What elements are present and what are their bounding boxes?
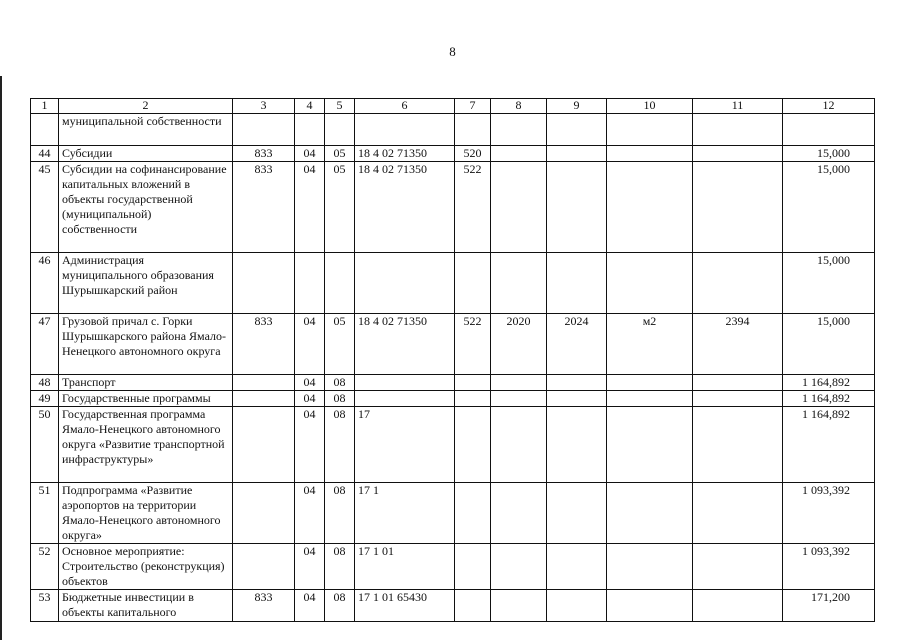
cell-capacity bbox=[693, 407, 783, 483]
cell-expense-type bbox=[455, 375, 491, 391]
cell-section: 04 bbox=[295, 375, 325, 391]
cell-capacity bbox=[693, 162, 783, 253]
cell-expense-type bbox=[455, 253, 491, 314]
cell-ministry-code bbox=[233, 483, 295, 544]
cell-section bbox=[295, 114, 325, 146]
cell-year-start: 2020 bbox=[491, 314, 547, 375]
cell-unit bbox=[607, 391, 693, 407]
cell-unit bbox=[607, 146, 693, 162]
cell-year-end bbox=[547, 146, 607, 162]
table-row bbox=[31, 375, 875, 391]
cell-capacity bbox=[693, 253, 783, 314]
header-cell-5: 5 bbox=[325, 99, 355, 114]
cell-amount: 15,000 bbox=[783, 253, 875, 314]
cell-expense-type bbox=[455, 114, 491, 146]
row-name: муниципальной собственности bbox=[59, 114, 233, 146]
cell-amount: 1 093,392 bbox=[783, 544, 875, 590]
header-cell-7: 7 bbox=[455, 99, 491, 114]
cell-subsection bbox=[325, 253, 355, 314]
row-name: Администрация муниципального образования Шурышкарский район bbox=[59, 253, 233, 314]
cell-target-article bbox=[355, 391, 455, 407]
cell-section bbox=[295, 253, 325, 314]
cell-capacity bbox=[693, 391, 783, 407]
cell-year-start bbox=[491, 114, 547, 146]
cell-expense-type: 522 bbox=[455, 314, 491, 375]
cell-year-start bbox=[491, 162, 547, 253]
cell-section: 04 bbox=[295, 162, 325, 253]
cell-ministry-code bbox=[233, 253, 295, 314]
cell-year-end bbox=[547, 391, 607, 407]
cell-target-article: 17 1 01 bbox=[355, 544, 455, 590]
header-cell-9: 9 bbox=[547, 99, 607, 114]
cell-expense-type bbox=[455, 590, 491, 622]
header-cell-3: 3 bbox=[233, 99, 295, 114]
cell-target-article bbox=[355, 114, 455, 146]
cell-unit bbox=[607, 375, 693, 391]
table-row bbox=[31, 483, 875, 544]
cell-amount: 15,000 bbox=[783, 162, 875, 253]
cell-year-end bbox=[547, 544, 607, 590]
header-cell-2: 2 bbox=[59, 99, 233, 114]
header-cell-12: 12 bbox=[783, 99, 875, 114]
cell-target-article bbox=[355, 253, 455, 314]
table-row bbox=[31, 544, 875, 590]
cell-target-article: 18 4 02 71350 bbox=[355, 162, 455, 253]
cell-year-end bbox=[547, 483, 607, 544]
cell-expense-type bbox=[455, 407, 491, 483]
cell-ministry-code: 833 bbox=[233, 590, 295, 622]
cell-capacity bbox=[693, 146, 783, 162]
cell-section: 04 bbox=[295, 391, 325, 407]
cell-capacity bbox=[693, 590, 783, 622]
row-number: 48 bbox=[31, 375, 59, 391]
cell-amount: 1 164,892 bbox=[783, 407, 875, 483]
header-cell-11: 11 bbox=[693, 99, 783, 114]
cell-expense-type: 520 bbox=[455, 146, 491, 162]
cell-expense-type: 522 bbox=[455, 162, 491, 253]
cell-unit bbox=[607, 114, 693, 146]
table-row bbox=[31, 146, 875, 162]
row-number: 49 bbox=[31, 391, 59, 407]
cell-target-article: 17 1 01 65430 bbox=[355, 590, 455, 622]
table-row bbox=[31, 114, 875, 146]
cell-unit bbox=[607, 162, 693, 253]
budget-table bbox=[30, 98, 875, 622]
row-number: 44 bbox=[31, 146, 59, 162]
row-number: 53 bbox=[31, 590, 59, 622]
cell-capacity bbox=[693, 483, 783, 544]
cell-capacity bbox=[693, 375, 783, 391]
cell-subsection bbox=[325, 114, 355, 146]
cell-ministry-code bbox=[233, 544, 295, 590]
cell-expense-type bbox=[455, 483, 491, 544]
row-name: Бюджетные инвестиции в объекты капитального bbox=[59, 590, 233, 622]
cell-section: 04 bbox=[295, 590, 325, 622]
row-name: Основное мероприятие: Строительство (реконструкция) объектов bbox=[59, 544, 233, 590]
cell-target-article: 18 4 02 71350 bbox=[355, 146, 455, 162]
header-cell-1: 1 bbox=[31, 99, 59, 114]
cell-year-start bbox=[491, 544, 547, 590]
cell-year-start bbox=[491, 146, 547, 162]
table-row bbox=[31, 407, 875, 483]
row-name: Транспорт bbox=[59, 375, 233, 391]
header-cell-10: 10 bbox=[607, 99, 693, 114]
cell-year-end bbox=[547, 162, 607, 253]
cell-year-end bbox=[547, 114, 607, 146]
row-number: 46 bbox=[31, 253, 59, 314]
cell-year-start bbox=[491, 253, 547, 314]
cell-amount: 1 164,892 bbox=[783, 375, 875, 391]
cell-amount bbox=[783, 114, 875, 146]
header-cell-6: 6 bbox=[355, 99, 455, 114]
table-row bbox=[31, 590, 875, 622]
cell-unit bbox=[607, 407, 693, 483]
cell-year-end: 2024 bbox=[547, 314, 607, 375]
cell-subsection: 05 bbox=[325, 314, 355, 375]
cell-year-end bbox=[547, 407, 607, 483]
cell-year-end bbox=[547, 375, 607, 391]
row-name: Государственная программа Ямало-Ненецкого автономного округа «Развитие транспортной инфраструктуры» bbox=[59, 407, 233, 483]
cell-expense-type bbox=[455, 391, 491, 407]
cell-year-start bbox=[491, 375, 547, 391]
cell-subsection: 05 bbox=[325, 146, 355, 162]
row-number: 52 bbox=[31, 544, 59, 590]
row-number: 47 bbox=[31, 314, 59, 375]
cell-subsection: 08 bbox=[325, 391, 355, 407]
cell-subsection: 08 bbox=[325, 544, 355, 590]
table-row bbox=[31, 162, 875, 253]
cell-target-article: 18 4 02 71350 bbox=[355, 314, 455, 375]
cell-unit: м2 bbox=[607, 314, 693, 375]
row-name: Государственные программы bbox=[59, 391, 233, 407]
cell-subsection: 05 bbox=[325, 162, 355, 253]
header-cell-4: 4 bbox=[295, 99, 325, 114]
row-name: Подпрограмма «Развитие аэропортов на территории Ямало-Ненецкого автономного округа» bbox=[59, 483, 233, 544]
cell-amount: 171,200 bbox=[783, 590, 875, 622]
cell-target-article: 17 1 bbox=[355, 483, 455, 544]
table-row bbox=[31, 314, 875, 375]
cell-expense-type bbox=[455, 544, 491, 590]
cell-amount: 15,000 bbox=[783, 146, 875, 162]
cell-subsection: 08 bbox=[325, 375, 355, 391]
row-number bbox=[31, 114, 59, 146]
cell-unit bbox=[607, 590, 693, 622]
header-cell-8: 8 bbox=[491, 99, 547, 114]
cell-target-article bbox=[355, 375, 455, 391]
cell-ministry-code: 833 bbox=[233, 162, 295, 253]
cell-ministry-code: 833 bbox=[233, 314, 295, 375]
cell-amount: 1 164,892 bbox=[783, 391, 875, 407]
cell-unit bbox=[607, 483, 693, 544]
cell-ministry-code bbox=[233, 391, 295, 407]
cell-section: 04 bbox=[295, 483, 325, 544]
cell-ministry-code bbox=[233, 375, 295, 391]
cell-section: 04 bbox=[295, 407, 325, 483]
cell-ministry-code: 833 bbox=[233, 146, 295, 162]
table-row bbox=[31, 253, 875, 314]
cell-year-start bbox=[491, 483, 547, 544]
header-row bbox=[31, 99, 875, 114]
cell-year-end bbox=[547, 253, 607, 314]
cell-capacity: 2394 bbox=[693, 314, 783, 375]
scan-edge-line bbox=[0, 76, 2, 640]
cell-capacity bbox=[693, 544, 783, 590]
row-name: Субсидии на софинансирование капитальных вложений в объекты государственной (муниципальной) собственности bbox=[59, 162, 233, 253]
cell-subsection: 08 bbox=[325, 483, 355, 544]
cell-year-start bbox=[491, 407, 547, 483]
cell-unit bbox=[607, 544, 693, 590]
row-number: 50 bbox=[31, 407, 59, 483]
cell-year-end bbox=[547, 590, 607, 622]
row-number: 45 bbox=[31, 162, 59, 253]
cell-ministry-code bbox=[233, 407, 295, 483]
table-row bbox=[31, 391, 875, 407]
row-name: Субсидии bbox=[59, 146, 233, 162]
cell-section: 04 bbox=[295, 544, 325, 590]
cell-year-start bbox=[491, 391, 547, 407]
page-number: 8 bbox=[449, 44, 456, 59]
cell-section: 04 bbox=[295, 146, 325, 162]
cell-amount: 15,000 bbox=[783, 314, 875, 375]
cell-subsection: 08 bbox=[325, 407, 355, 483]
cell-ministry-code bbox=[233, 114, 295, 146]
cell-amount: 1 093,392 bbox=[783, 483, 875, 544]
cell-capacity bbox=[693, 114, 783, 146]
cell-year-start bbox=[491, 590, 547, 622]
cell-unit bbox=[607, 253, 693, 314]
cell-target-article: 17 bbox=[355, 407, 455, 483]
row-name: Грузовой причал с. Горки Шурышкарского района Ямало-Ненецкого автономного округа bbox=[59, 314, 233, 375]
cell-section: 04 bbox=[295, 314, 325, 375]
row-number: 51 bbox=[31, 483, 59, 544]
cell-subsection: 08 bbox=[325, 590, 355, 622]
